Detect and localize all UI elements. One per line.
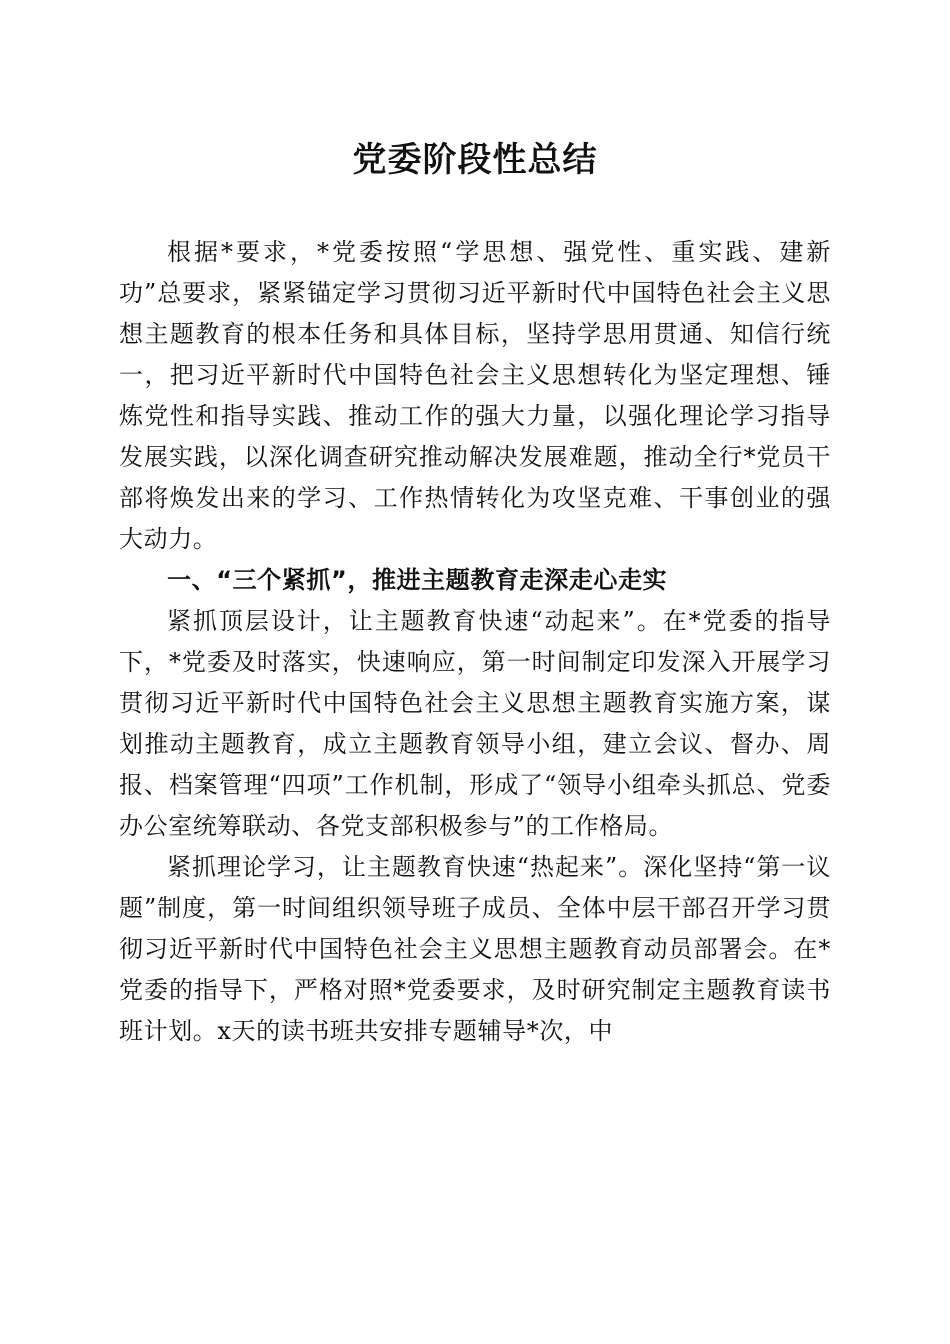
document-title: 党委阶段性总结 [352, 140, 598, 180]
document-body [119, 232, 831, 1052]
intro-paragraph: 根据*要求，*党委按照“学思想、强党性、重实践、建新功”总要求，紧紧锚定学习贯彻习近平新时代中国特色社会主义思想主题教育的根本任务和具体目标，坚持学思用贯通、知信行统一，把习近平新时代中国特色社会主义思想转化为坚定理想、锤炼党性和指导实践、推动工作的强大力量，以强化理论学习指导发展实践，以深化调查研究推动解决发展难题，推动全行*党员干部将焕发出来的学习、工作热情转化为攻坚克难、干事创业的强大动力。 [119, 238, 831, 553]
section-paragraph-1: 紧抓顶层设计，让主题教育快速“动起来”。在*党委的指导下，*党委及时落实，快速响应，第一时间制定印发深入开展学习贯彻习近平新时代中国特色社会主义思想主题教育实施方案，谋划推动主题教育，成立主题教育领导小组，建立会议、督办、周报、档案管理“四项”工作机制，形成了“领导小组牵头抓总、党委办公室统筹联动、各党支部积极参与”的工作格局。 [119, 607, 831, 840]
section-paragraph-2: 紧抓理论学习，让主题教育快速“热起来”。深化坚持“第一议题”制度，第一时间组织领导班子成员、全体中层干部召开学习贯彻习近平新时代中国特色社会主义思想主题教育动员部署会。在*党委的指导下，严格对照*党委要求，及时研究制定主题教育读书班计划。x天的读书班共安排专题辅导*次，中 [119, 853, 831, 1045]
section-heading: 一、“三个紧抓”，推进主题教育走深走心走实 [167, 566, 668, 594]
